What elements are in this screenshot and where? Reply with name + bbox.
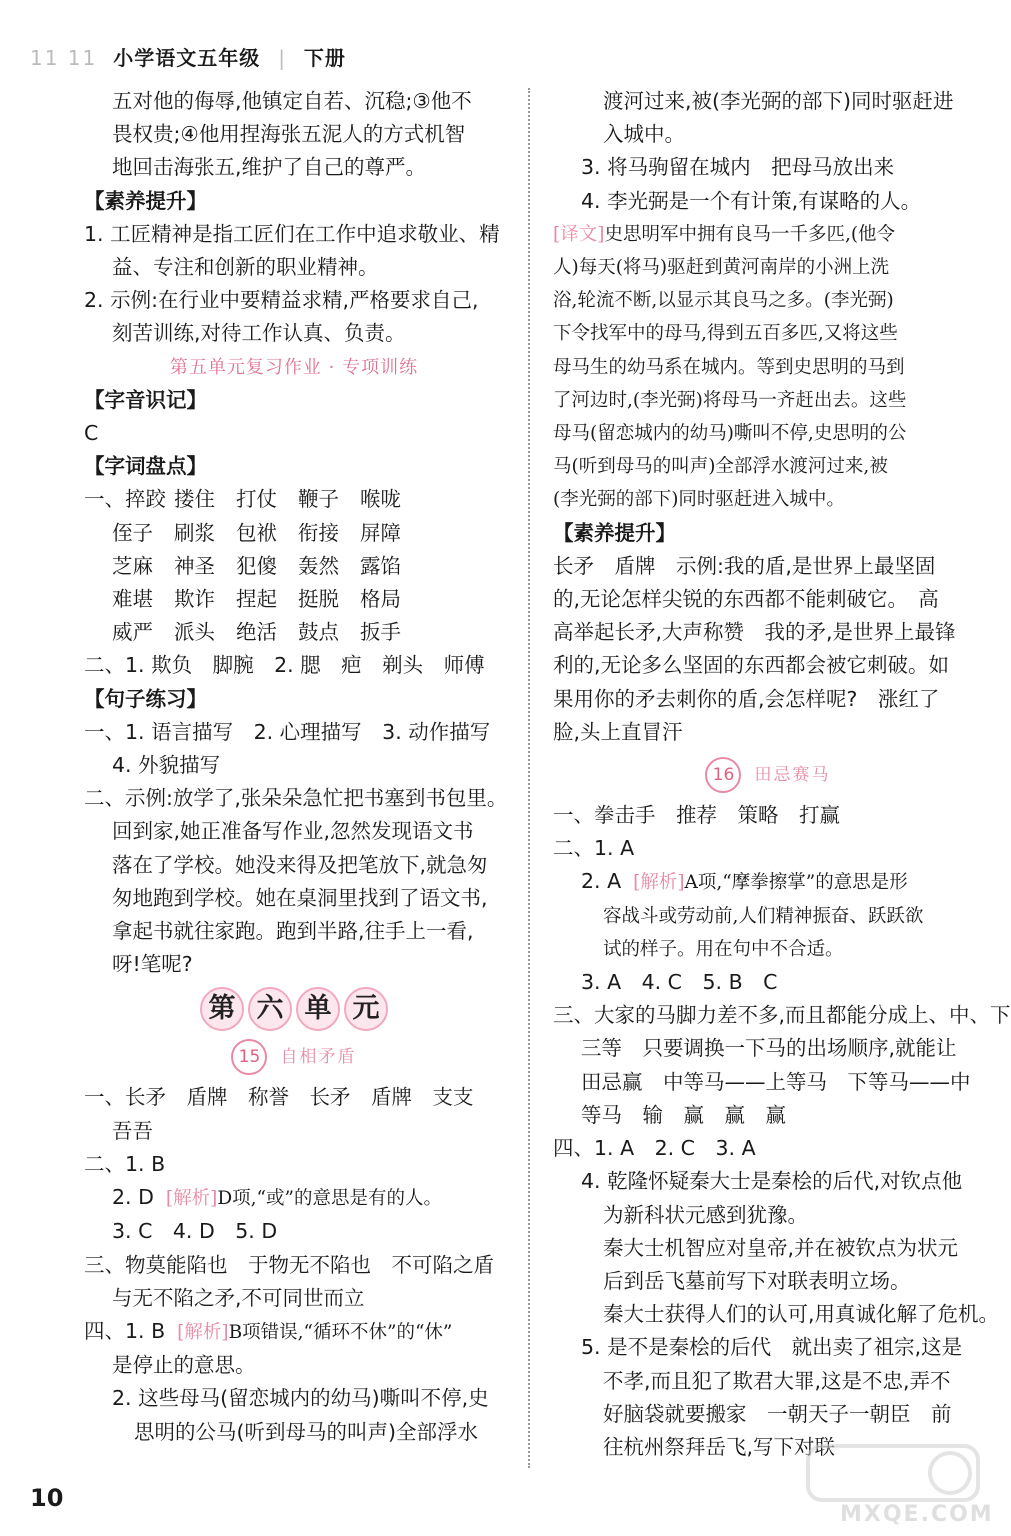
- line-text: 畏权贵;④他用捏海张五泥人的方式机智: [112, 122, 466, 147]
- vocab-word: 派头: [174, 620, 215, 645]
- vocab-word: 鞭子: [298, 487, 339, 512]
- answer-line: [84, 1115, 504, 1148]
- line-text: 【素养提升】: [84, 188, 207, 213]
- answer-line: [84, 1249, 504, 1282]
- line-text: 落在了学校。她没来得及把笔放下,就急匆: [112, 852, 488, 877]
- line-text: 利的,无论多么坚固的东西都会被它刺破。如: [553, 653, 950, 678]
- vocab-word: 喉咙: [360, 487, 401, 512]
- answer-line: [553, 185, 983, 218]
- left-answers: [84, 85, 508, 981]
- tag-label: [译文]: [553, 223, 605, 245]
- line-text: 3. C 4. D 5. D: [112, 1219, 278, 1244]
- line-text: 4. 乾隆怀疑秦大士是秦桧的后代,对钦点他: [581, 1169, 963, 1194]
- line-text: 试的样子。用在句中不合适。: [603, 938, 844, 960]
- answer-line: [84, 649, 504, 682]
- answer-line: [84, 284, 504, 317]
- right-answers: [553, 85, 983, 749]
- vocab-word: 格局: [360, 587, 401, 612]
- header-separator: |: [278, 46, 286, 70]
- answer-line: [553, 517, 983, 550]
- line-text: 二、1. 欺负 脚腕 2. 腮 疤 剃头 师傅: [84, 653, 485, 678]
- answer-line: [84, 218, 504, 251]
- line-text: 不孝,而且犯了欺君大罪,这是不忠,弄不: [603, 1368, 951, 1393]
- vocab-word: 搂住: [174, 487, 215, 512]
- column-divider: [528, 88, 530, 1468]
- line-text: 容战斗或劳动前,人们精神振奋、跃跃欲: [603, 905, 924, 927]
- line-text: 浴,轮流不断,以显示其良马之多。(李光弼): [553, 290, 894, 312]
- line-text: 长矛 盾牌 示例:我的盾,是世界上最坚固: [553, 553, 936, 578]
- line-text: 益、专注和创新的职业精神。: [112, 255, 379, 280]
- answer-line: [553, 900, 983, 933]
- line-text: 【句子练习】: [84, 686, 207, 711]
- vocab-word: 一、捽跤: [84, 487, 166, 512]
- line-text: 人)每天(将马)驱赶到黄河南岸的小洲上洗: [553, 257, 890, 279]
- watermark-icon: [800, 1440, 990, 1510]
- vocab-word: 芝麻: [112, 553, 153, 578]
- answer-line: [553, 1232, 983, 1265]
- answer-line: [84, 483, 504, 516]
- answer-line: [553, 317, 983, 350]
- unit-char: 元: [344, 987, 388, 1031]
- answer-line: [84, 915, 504, 948]
- vocab-word: 轰然: [298, 553, 339, 578]
- lesson-number: 15: [231, 1039, 267, 1075]
- line-text: 【素养提升】: [553, 520, 676, 545]
- line-text: 高举起长矛,大声称赞 我的矛,是世界上最锋: [553, 620, 956, 645]
- right-column: [553, 85, 1011, 1464]
- answer-line: [553, 1298, 1000, 1331]
- vocab-word: 打仗: [236, 487, 277, 512]
- vocab-word: 犯傻: [236, 553, 277, 578]
- line-text: 4. 外貌描写: [112, 753, 221, 778]
- unit-char: 第: [200, 987, 244, 1031]
- answer-line: [553, 999, 1011, 1032]
- line-text: 史思明军中拥有良马一千多匹,(他令: [604, 223, 896, 245]
- answer-line: [84, 85, 504, 118]
- answer-line: [84, 550, 504, 583]
- lesson-16-heading: [553, 757, 983, 793]
- vocab-word: 挺脱: [298, 587, 339, 612]
- answer-line: [553, 218, 983, 251]
- answer-line: [84, 450, 504, 483]
- line-text: 往杭州祭拜岳飞,写下对联: [603, 1434, 836, 1459]
- answer-line: [84, 1148, 504, 1181]
- line-text: 2. D: [112, 1185, 154, 1210]
- answer-line: [553, 1032, 983, 1065]
- vocab-word: 扳手: [360, 620, 401, 645]
- answer-line: [84, 683, 504, 716]
- answer-line: [553, 151, 983, 184]
- answer-line: [553, 351, 983, 384]
- answer-line: [553, 865, 983, 899]
- answer-line: [84, 882, 504, 915]
- unit-title: [84, 987, 504, 1031]
- answer-line: [84, 1416, 504, 1449]
- answer-line: [553, 118, 983, 151]
- line-text: 拿起书就往家跑。跑到半路,往手上一看,: [112, 919, 474, 944]
- line-text: 秦大士获得人们的认可,用真诚化解了危机。: [603, 1302, 1000, 1327]
- answer-line: [553, 251, 983, 284]
- line-text: 地回击海张五,维护了自己的尊严。: [112, 155, 427, 180]
- answer-line: [84, 384, 504, 417]
- vocab-word: 刷浆: [174, 520, 215, 545]
- answer-line: [84, 1081, 504, 1114]
- answer-line: [84, 1181, 504, 1215]
- line-text: 好脑袋就要搬家 一朝天子一朝臣 前: [603, 1401, 952, 1426]
- line-text: 脸,头上直冒汗: [553, 719, 683, 744]
- vocab-word: 侄子: [112, 520, 153, 545]
- answer-line: [553, 832, 983, 865]
- line-text: 四、1. B: [84, 1318, 166, 1343]
- unit-char: 六: [248, 987, 292, 1031]
- answer-line: [84, 815, 504, 848]
- line-text: 与无不陷之矛,不可同世而立: [112, 1285, 365, 1310]
- answer-line: [84, 616, 504, 649]
- page-number: 10: [30, 1484, 64, 1512]
- answer-line: [553, 284, 983, 317]
- analysis-tag: [解析]: [633, 872, 685, 894]
- answer-line: [84, 151, 504, 184]
- line-text: 二、示例:放学了,张朵朵急忙把书塞到书包里。: [84, 786, 508, 811]
- answer-line: [553, 799, 983, 832]
- answer-line: [84, 948, 504, 981]
- answer-line: [553, 550, 983, 583]
- answer-line: [553, 417, 983, 450]
- line-text: 下令找军中的母马,得到五百多匹,又将这些: [553, 323, 898, 345]
- answer-line: [84, 1382, 504, 1415]
- line-text: 第五单元复习作业 · 专项训练: [169, 356, 419, 378]
- vocab-word: 露馅: [360, 553, 401, 578]
- vocab-word: 神圣: [174, 553, 215, 578]
- line-text: 思明的公马(听到母马的叫声)全部浮水: [134, 1419, 478, 1444]
- analysis-text: A项,“摩拳擦掌”的意思是形: [684, 872, 908, 894]
- answer-line: [553, 1165, 983, 1198]
- answer-line: [553, 716, 983, 749]
- line-text: 马(听到母马的叫声)全部浮水渡河过来,被: [553, 456, 888, 478]
- answer-line: [84, 1315, 504, 1349]
- answer-line: [553, 384, 983, 417]
- page-header: [30, 42, 346, 71]
- line-text: 母马生的幼马系在城内。等到史思明的马到: [553, 356, 905, 378]
- lesson-title: 自相矛盾: [280, 1047, 357, 1068]
- line-text: 五对他的侮辱,他镇定自若、沉稳;③他不: [112, 89, 472, 113]
- line-text: (李光弼的部下)同时驱赶进入城中。: [553, 489, 845, 511]
- lesson-16-answers: [553, 799, 1011, 1464]
- line-text: 秦大士机智应对皇帝,并在被钦点为状元: [603, 1235, 959, 1260]
- answer-line: [553, 966, 983, 999]
- vocab-word: 衔接: [298, 520, 339, 545]
- line-text: 三等 只要调换一下马的出场顺序,就能让: [581, 1036, 957, 1061]
- line-text: 三、大家的马脚力差不多,而且都能分成上、中、下: [553, 1003, 1011, 1028]
- line-text: 2. 示例:在行业中要精益求精,严格要求自己,: [84, 288, 479, 313]
- line-text: 【字音识记】: [84, 387, 207, 412]
- vocab-word: 包袱: [236, 520, 277, 545]
- line-text: 入城中。: [603, 122, 685, 147]
- answer-line: [84, 251, 504, 284]
- answer-line: [553, 649, 983, 682]
- answer-line: [553, 1099, 983, 1132]
- answer-line: [84, 1215, 504, 1248]
- answer-line: [553, 483, 983, 516]
- answer-line: [84, 583, 504, 616]
- line-text: 【字词盘点】: [84, 454, 207, 479]
- line-text: 3. 将马驹留在城内 把母马放出来: [581, 155, 895, 180]
- analysis-text: B项错误,“循环不休”的“休”: [228, 1321, 453, 1343]
- analysis-tag: [解析]: [177, 1321, 229, 1343]
- line-text: 回到家,她正准备写作业,忽然发现语文书: [112, 819, 474, 844]
- analysis-tag: [解析]: [165, 1188, 218, 1210]
- line-text: 是停止的意思。: [112, 1353, 256, 1378]
- line-text: 四、1. A 2. C 3. A: [553, 1136, 756, 1161]
- left-column: [84, 85, 508, 1449]
- volume-label: 下册: [303, 46, 346, 70]
- vocab-word: 欺诈: [174, 587, 215, 612]
- answer-line: [553, 616, 983, 649]
- line-text: 果用你的矛去刺你的盾,会怎样呢? 涨红了: [553, 686, 940, 711]
- answer-line: [553, 1331, 983, 1364]
- line-text: 3. A 4. C 5. B C: [581, 970, 778, 995]
- answer-line: [84, 118, 504, 151]
- vocab-word: 鼓点: [298, 620, 339, 645]
- answer-line: [553, 1398, 983, 1431]
- line-text: 刻苦训练,对待工作认真、负责。: [112, 321, 406, 346]
- line-text: 三、物莫能陷也 于物无不陷也 不可陷之盾: [84, 1252, 494, 1277]
- answer-line: [84, 1349, 504, 1382]
- answer-line: [84, 517, 504, 550]
- answer-line: [553, 450, 983, 483]
- line-text: 4. 李光弼是一个有计策,有谋略的人。: [581, 188, 922, 213]
- answer-line: [84, 1282, 504, 1315]
- line-text: 呀!笔呢?: [112, 952, 193, 977]
- answer-line: [84, 716, 504, 749]
- line-text: 为新科状元感到犹豫。: [603, 1202, 808, 1227]
- answer-line: [553, 85, 983, 118]
- line-text: 等马 输 赢 赢 赢: [581, 1102, 786, 1127]
- line-text: 一、拳击手 推荐 策略 打赢: [553, 803, 840, 828]
- vocab-word: 绝活: [236, 620, 277, 645]
- watermark-text: MXQE.COM: [840, 1502, 994, 1527]
- lesson-15-answers: [84, 1081, 504, 1448]
- header-dots: 11 11: [30, 46, 98, 70]
- vocab-word: 屏障: [360, 520, 401, 545]
- line-text: 吾吾: [112, 1118, 153, 1143]
- line-text: 了河边时,(李光弼)将母马一齐赶出去。这些: [553, 389, 907, 411]
- answer-line: [84, 417, 504, 450]
- line-text: 2. A: [581, 869, 622, 894]
- book-title: 小学语文五年级: [113, 46, 261, 70]
- lesson-15-heading: [84, 1039, 504, 1075]
- answer-line: [84, 749, 504, 782]
- line-text: C: [84, 421, 99, 446]
- answer-line: [553, 1265, 983, 1298]
- line-text: 渡河过来,被(李光弼的部下)同时驱赶进: [603, 89, 954, 113]
- vocab-word: 威严: [112, 620, 153, 645]
- answer-line: [553, 1132, 983, 1165]
- line-text: 匆地跑到学校。她在桌洞里找到了语文书,: [112, 885, 488, 910]
- line-text: 母马(留恋城内的幼马)嘶叫不停,史思明的公: [553, 423, 907, 445]
- answer-line: [553, 1066, 983, 1099]
- vocab-word: 难堪: [112, 587, 153, 612]
- line-text: 一、1. 语言描写 2. 心理描写 3. 动作描写: [84, 719, 491, 744]
- answer-line: [84, 782, 508, 815]
- line-text: 5. 是不是秦桧的后代 就出卖了祖宗,这是: [581, 1335, 963, 1360]
- lesson-number: 16: [705, 757, 741, 793]
- answer-line: [553, 1199, 983, 1232]
- answer-line: [84, 185, 504, 218]
- line-text: 后到岳飞墓前写下对联表明立场。: [603, 1268, 911, 1293]
- line-text: 田忌赢 中等马——上等马 下等马——中: [581, 1069, 971, 1094]
- lesson-title: 田忌赛马: [754, 765, 831, 786]
- answer-line: [553, 583, 983, 616]
- analysis-text: D项,“或”的意思是有的人。: [217, 1188, 442, 1210]
- line-text: 2. 这些母马(留恋城内的幼马)嘶叫不停,史: [112, 1386, 489, 1411]
- answer-line: [553, 1365, 983, 1398]
- answer-line: [84, 317, 504, 350]
- line-text: 的,无论怎样尖锐的东西都不能刺破它。 高: [553, 587, 939, 612]
- line-text: 二、1. A: [553, 836, 635, 861]
- vocab-word: 捏起: [236, 587, 277, 612]
- watermark-logo: [800, 1440, 994, 1530]
- line-text: 二、1. B: [84, 1151, 166, 1176]
- answer-line: [84, 351, 504, 384]
- line-text: 一、长矛 盾牌 称誉 长矛 盾牌 支支: [84, 1085, 474, 1110]
- line-text: 1. 工匠精神是指工匠们在工作中追求敬业、精: [84, 221, 500, 246]
- unit-char: 单: [296, 987, 340, 1031]
- answer-line: [84, 849, 504, 882]
- unit-six-badge: [198, 987, 390, 1031]
- answer-line: [553, 933, 983, 966]
- answer-line: [553, 683, 983, 716]
